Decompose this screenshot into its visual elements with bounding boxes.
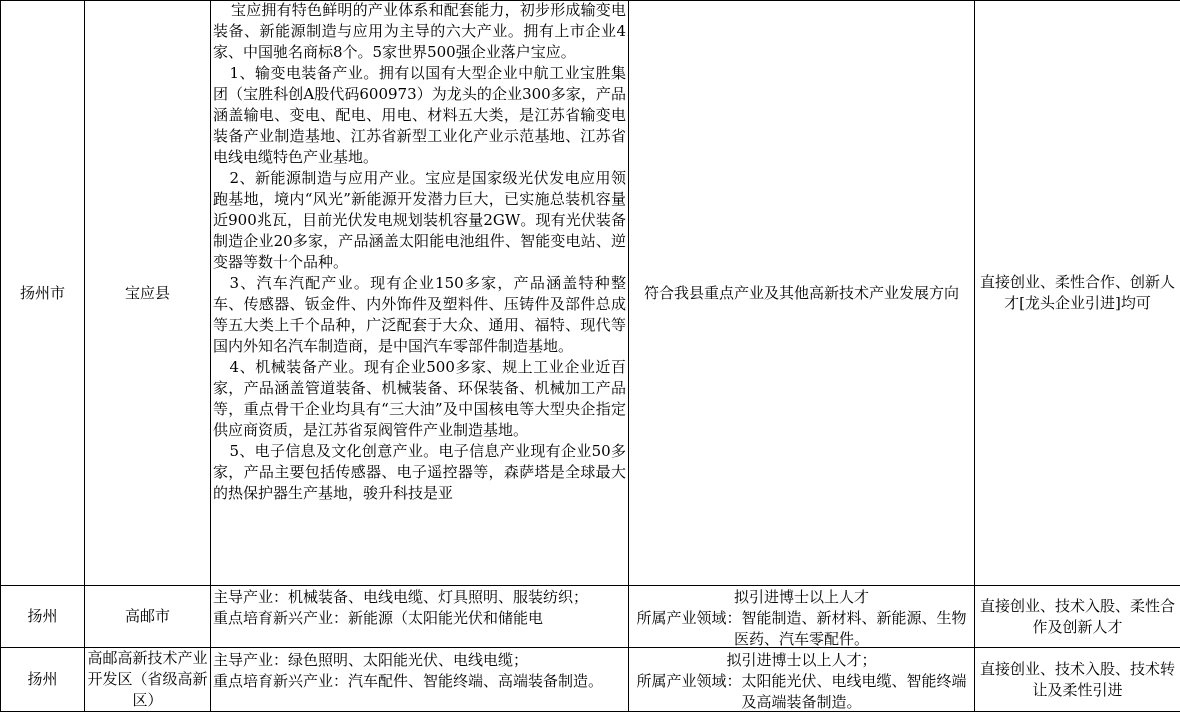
industry-line: 重点培育新兴产业：汽车配件、智能终端、高端装备制造。 xyxy=(213,671,626,692)
talent-line: 拟引进博士以上人才； xyxy=(631,650,972,671)
industry-cell xyxy=(211,648,629,712)
talent-mode-text: 直接创业、柔性合作、创新人才[龙头企业引进]均可 xyxy=(980,273,1175,312)
industry-line: 主导产业：绿色照明、太阳能光伏、电线电缆； xyxy=(213,650,626,671)
talent-line: 所属产业领域：智能制造、新材料、新能源、生物医药、汽车零配件。 xyxy=(631,608,972,647)
table-row xyxy=(1,586,1180,648)
talent-mode-cell xyxy=(975,586,1180,648)
county-cell xyxy=(85,648,211,712)
city-cell xyxy=(1,648,85,712)
table-row xyxy=(1,1,1180,586)
industry-line: 主导产业：机械装备、电线电缆、灯具照明、服装纺织； xyxy=(213,587,626,608)
county-text: 宝应县 xyxy=(125,284,170,302)
table-row xyxy=(1,648,1180,712)
city-text: 扬州市 xyxy=(20,284,65,302)
industry-cell xyxy=(211,1,629,586)
industry-paragraph: 2、新能源制造与应用产业。宝应是国家级光伏发电应用领跑基地，境内“风光”新能源开发潜力巨大，已实施总装机容量近900兆瓦，目前光伏发电规划装机容量2GW。现有光伏装备制造企业20多家，产品涵盖太阳能电池组件、智能变电站、逆变器等数十个品种。 xyxy=(213,168,626,273)
talent-requirement-cell xyxy=(629,586,975,648)
city-cell xyxy=(1,1,85,586)
city-text: 扬州 xyxy=(27,607,57,625)
talent-requirement-text: 符合我县重点产业及其他高新技术产业发展方向 xyxy=(644,284,959,302)
industry-paragraph: 1、输变电装备产业。拥有以国有大型企业中航工业宝胜集团（宝胜科创A股代码600973）为龙头的企业300多家，产品涵盖输电、变电、配电、用电、材料五大类，是江苏省输变电装备产业制造基地、江苏省新型工业化产业示范基地、江苏省电线电缆特色产业基地。 xyxy=(213,63,626,168)
industry-description xyxy=(211,650,628,710)
industry-paragraph: 宝应拥有特色鲜明的产业体系和配套能力，初步形成输变电装备、新能源制造与应用为主导的六大产业。拥有上市企业4家、中国驰名商标8个。5家世界500强企业落户宝应。 xyxy=(213,1,626,63)
industry-description xyxy=(211,1,628,585)
talent-requirement xyxy=(629,587,974,647)
talent-mode-cell xyxy=(975,648,1180,712)
talent-requirement-cell xyxy=(629,648,975,712)
industry-description xyxy=(211,587,628,647)
city-text: 扬州 xyxy=(27,670,57,688)
industry-paragraph: 4、机械装备产业。现有企业500多家、规上工业企业近百家，产品涵盖管道装备、机械装备、环保装备、机械加工产品等，重点骨干企业均具有“三大油”及中国核电等大型央企指定供应商资质，是江苏省泵阀管件产业制造基地。 xyxy=(213,357,626,441)
industry-paragraph: 5、电子信息及文化创意产业。电子信息产业现有企业50多家，产品主要包括传感器、电子遥控器等，森萨塔是全球最大的热保护器生产基地，骏升科技是亚 xyxy=(213,441,626,504)
county-text: 高邮市 xyxy=(125,607,170,625)
industry-line: 重点培育新兴产业：新能源（太阳能光伏和储能电 xyxy=(213,608,626,629)
talent-requirement xyxy=(629,650,974,710)
industry-paragraph: 3、汽车汽配产业。现有企业150多家，产品涵盖特种整车、传感器、钣金件、内外饰件及塑料件、压铸件及部件总成等五大类上千个品种，广泛配套于大众、通用、福特、现代等国内外知名汽车制造商，是中国汽车零部件制造基地。 xyxy=(213,273,626,357)
city-cell xyxy=(1,586,85,648)
county-cell xyxy=(85,1,211,586)
talent-requirement-cell xyxy=(629,1,975,586)
talent-mode-cell xyxy=(975,1,1180,586)
talent-line: 所属产业领域：太阳能光伏、电线电缆、智能终端及高端装备制造。 xyxy=(631,671,972,710)
talent-mode-text: 直接创业、技术入股、柔性合作及创新人才 xyxy=(980,597,1175,636)
talent-mode-text: 直接创业、技术入股、技术转让及柔性引进 xyxy=(980,660,1175,699)
county-text: 高邮高新技术产业开发区（省级高新区） xyxy=(87,649,207,709)
talent-line: 拟引进博士以上人才 xyxy=(631,587,972,608)
county-cell xyxy=(85,586,211,648)
industry-cell xyxy=(211,586,629,648)
